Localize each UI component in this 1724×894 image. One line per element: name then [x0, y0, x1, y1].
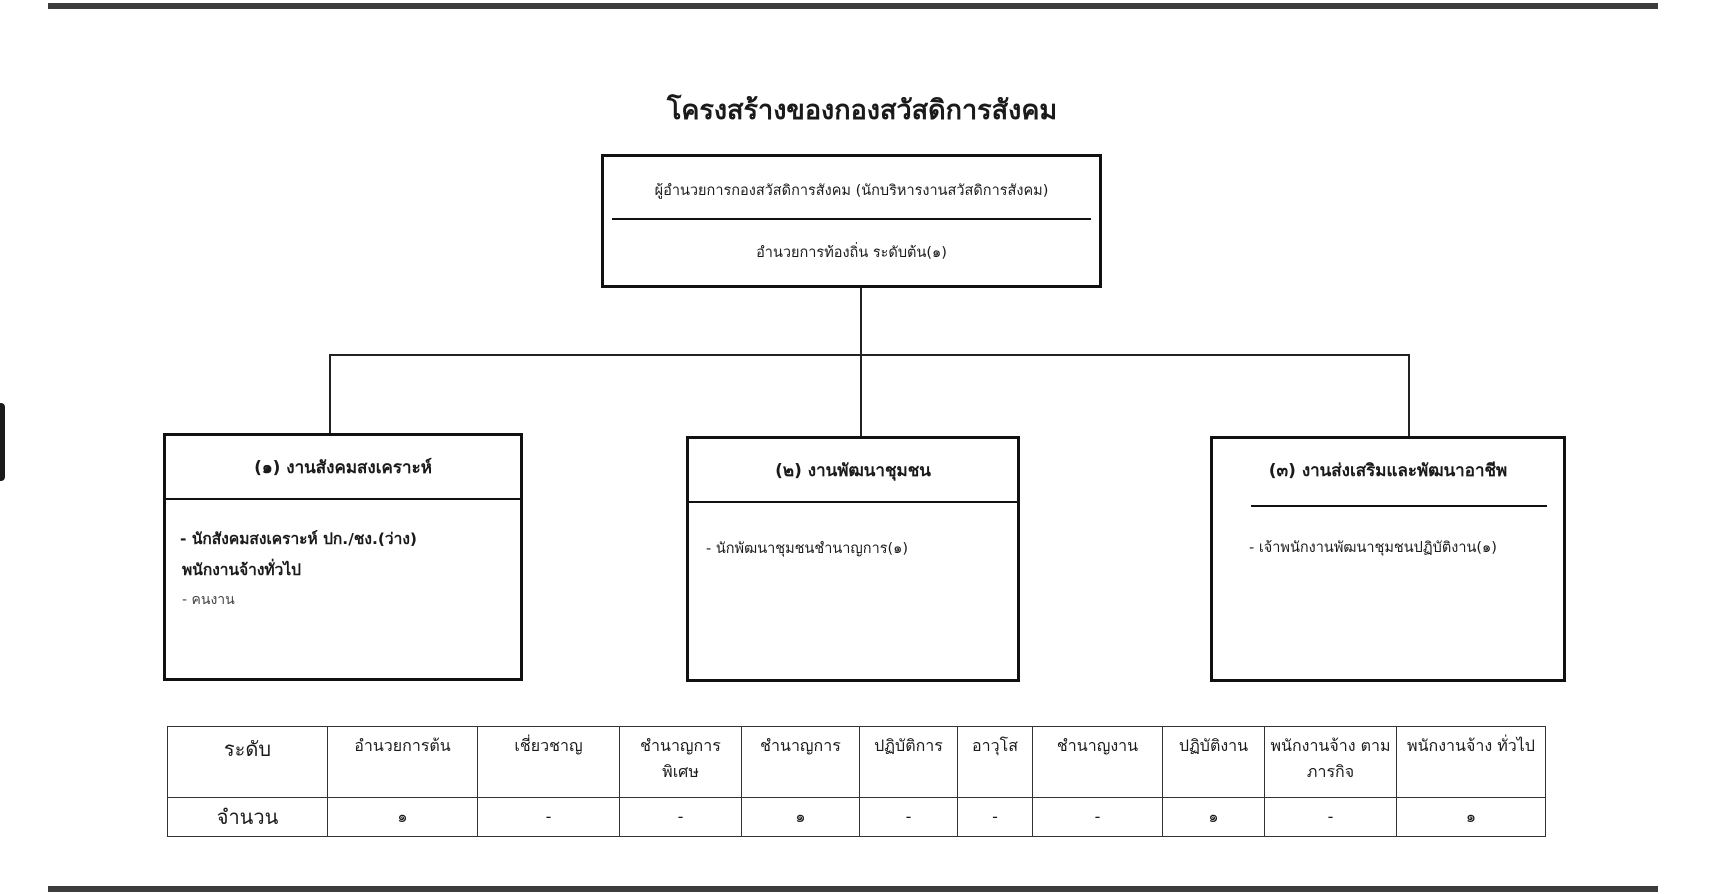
- level-cell: ชำนาญการ พิเศษ: [620, 727, 742, 798]
- unit-box-social-welfare: [163, 433, 523, 681]
- unit-header: (๑) งานสังคมสงเคราะห์: [254, 458, 432, 478]
- connector-trunk: [860, 288, 862, 436]
- bottom-rule: [48, 886, 1658, 892]
- unit-staff-line: - เจ้าพนักงานพัฒนาชุมชนปฏิบัติงาน(๑): [1249, 540, 1497, 556]
- scan-edge-mark: [0, 403, 5, 481]
- connector-horizontal: [329, 354, 1410, 356]
- director-box: [601, 154, 1102, 288]
- director-level: อำนวยการท้องถิ่น ระดับต้น(๑): [756, 245, 947, 261]
- unit-header: (๒) งานพัฒนาชุมชน: [775, 461, 931, 481]
- level-cell: ปฏิบัติงาน: [1163, 727, 1265, 798]
- count-cell: -: [478, 798, 620, 837]
- chart-title: โครงสร้างของกองสวัสดิการสังคม: [666, 95, 1058, 126]
- level-cell: ชำนาญงาน: [1033, 727, 1163, 798]
- row-header-level: ระดับ: [168, 727, 328, 798]
- level-cell: พนักงานจ้าง ตามภารกิจ: [1265, 727, 1397, 798]
- unit-box-occupation-promotion: [1210, 436, 1566, 682]
- count-cell: -: [1033, 798, 1163, 837]
- connector-right-drop: [1408, 354, 1410, 437]
- unit-staff-line: - นักสังคมสงเคราะห์ ปก./ชง.(ว่าง): [180, 530, 417, 548]
- unit-header: (๓) งานส่งเสริมและพัฒนาอาชีพ: [1268, 461, 1508, 481]
- level-cell: เชี่ยวชาญ: [478, 727, 620, 798]
- count-cell: ๑: [328, 798, 478, 837]
- count-cell: ๑: [1163, 798, 1265, 837]
- level-cell: พนักงานจ้าง ทั่วไป: [1397, 727, 1546, 798]
- level-cell: อาวุโส: [958, 727, 1033, 798]
- count-cell: -: [620, 798, 742, 837]
- level-cell: อำนวยการต้น: [328, 727, 478, 798]
- count-cell: -: [958, 798, 1033, 837]
- row-header-count: จำนวน: [168, 798, 328, 837]
- unit-divider: [689, 501, 1017, 503]
- unit-divider: [1251, 505, 1547, 507]
- table-row-levels: [168, 727, 1546, 798]
- count-cell: -: [1265, 798, 1397, 837]
- unit-box-community-development: [686, 436, 1020, 682]
- connector-left-drop: [329, 354, 331, 434]
- levels-table: [167, 726, 1546, 837]
- unit-staff-line: พนักงานจ้างทั่วไป: [182, 561, 301, 579]
- level-cell: ชำนาญการ: [742, 727, 860, 798]
- table-row-counts: [168, 798, 1546, 837]
- unit-staff-line: - คนงาน: [182, 592, 235, 608]
- level-cell: ปฏิบัติการ: [860, 727, 958, 798]
- count-cell: -: [860, 798, 958, 837]
- director-position: ผู้อำนวยการกองสวัสดิการสังคม (นักบริหารงานสวัสดิการสังคม): [654, 183, 1049, 199]
- unit-staff-line: - นักพัฒนาชุมชนชำนาญการ(๑): [706, 541, 909, 557]
- unit-divider: [166, 498, 520, 500]
- director-divider: [612, 218, 1091, 220]
- top-rule: [48, 3, 1658, 9]
- count-cell: ๑: [1397, 798, 1546, 837]
- count-cell: ๑: [742, 798, 860, 837]
